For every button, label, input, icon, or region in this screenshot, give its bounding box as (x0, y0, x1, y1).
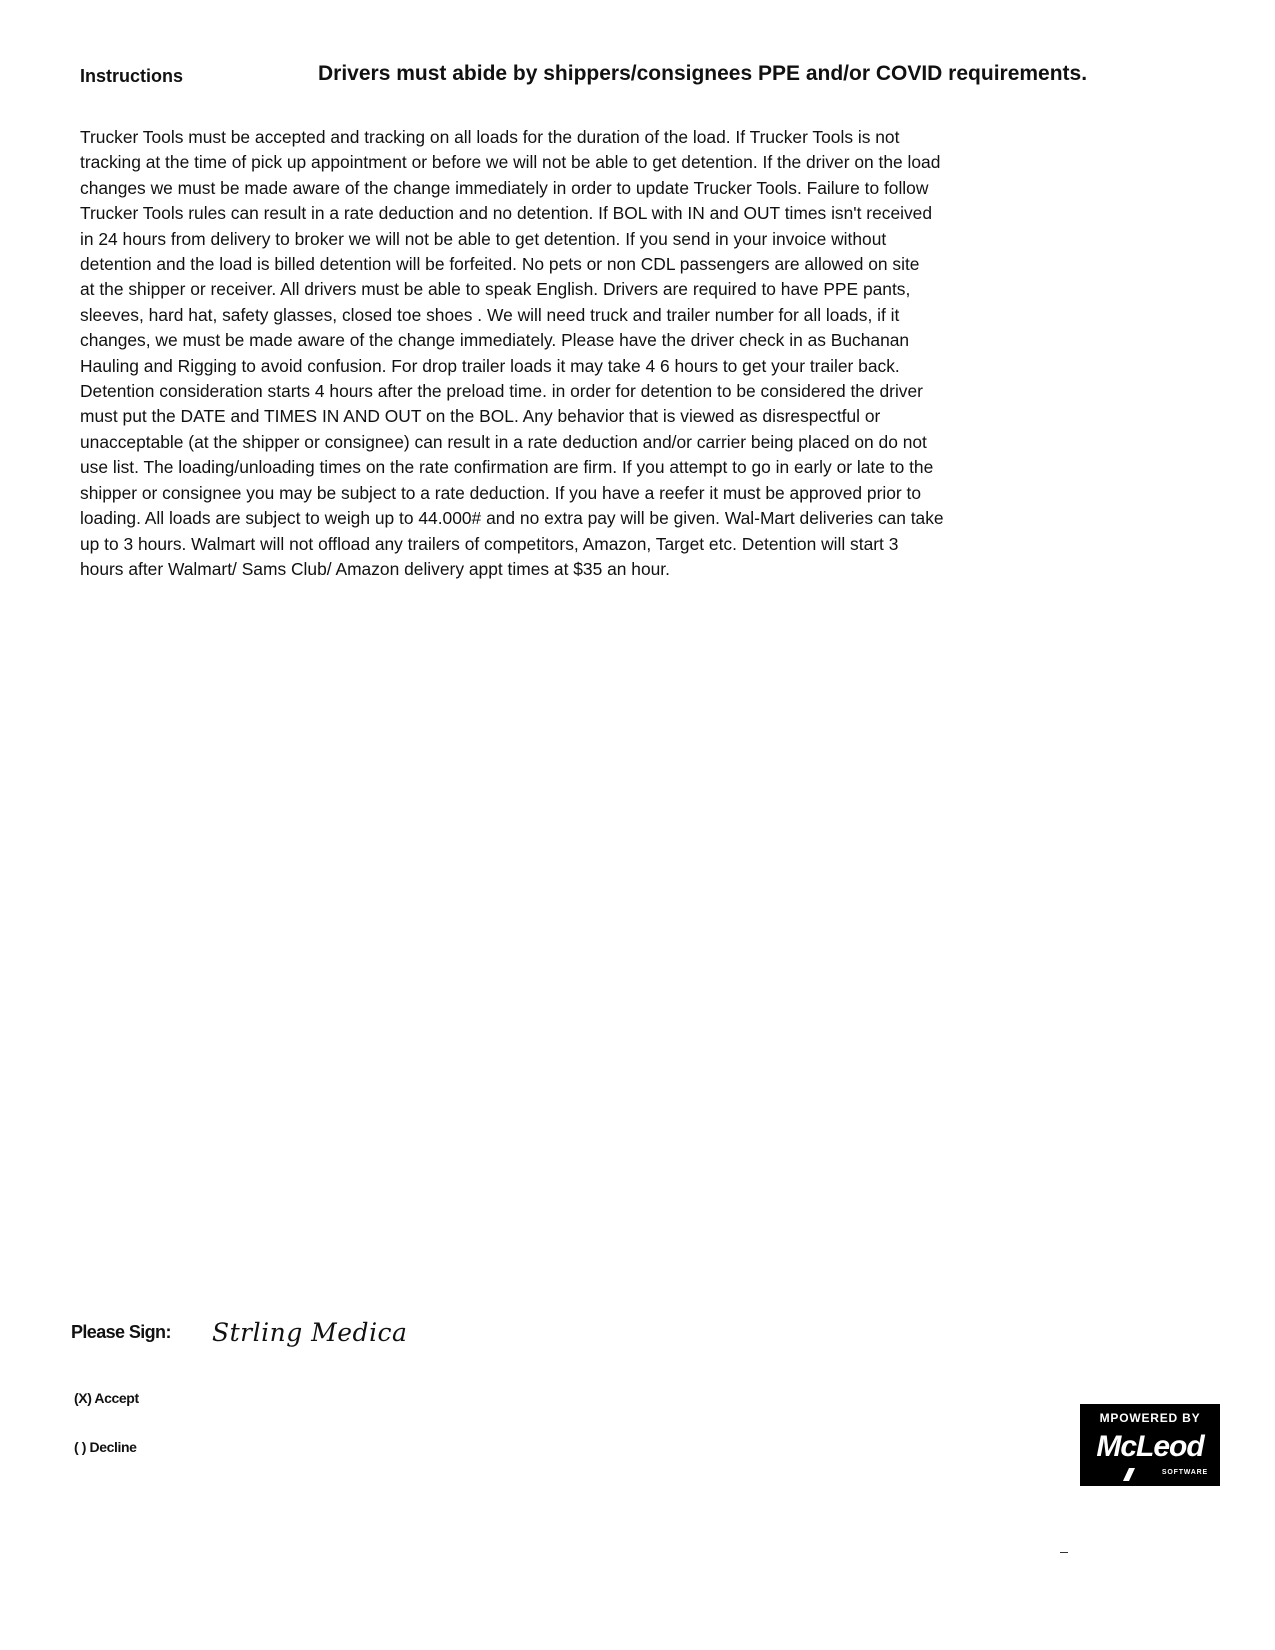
instruction-line: loading. All loads are subject to weigh up to 44.000# and no extra pay will be given. Wal-Mart deliveries can take (80, 508, 944, 529)
instruction-line: in 24 hours from delivery to broker we will not be able to get detention. If you send in your invoice without (80, 228, 887, 249)
instructions-label: Instructions (80, 66, 184, 86)
page-mark (1060, 1552, 1068, 1553)
mcleod-logo (1080, 1404, 1220, 1486)
please-sign-label: Please Sign: (71, 1322, 171, 1342)
logo-slash-icon (1123, 1468, 1135, 1481)
instruction-line: detention and the load is billed detention will be forfeited. No pets or non CDL passengers are allowed on site (80, 254, 920, 275)
instruction-line: hours after Walmart/ Sams Club/ Amazon delivery appt times at $35 an hour. (80, 558, 670, 579)
instruction-line: changes we must be made aware of the change immediately in order to update Trucker Tools. Failure to follow (80, 177, 929, 198)
instruction-line: changes, we must be made aware of the change immediately. Please have the driver check in as Buchanan (80, 330, 910, 351)
instruction-line: Detention consideration starts 4 hours after the preload time. in order for detention to be considered the driver (80, 381, 923, 402)
instruction-line: unacceptable (at the shipper or consignee) can result in a rate deduction and/or carrier being placed on do not (80, 431, 927, 452)
ppe-covid-headline: Drivers must abide by shippers/consignees PPE and/or COVID requirements. (318, 62, 1088, 85)
instruction-line: Trucker Tools rules can result in a rate deduction and no detention. If BOL with IN and OUT times isn't received (80, 203, 933, 224)
instruction-line: must put the DATE and TIMES IN AND OUT on the BOL. Any behavior that is viewed as disrespectful or (80, 406, 881, 427)
instruction-line: sleeves, hard hat, safety glasses, closed toe shoes . We will need truck and trailer number for all loads, if it (80, 304, 900, 325)
signature: Strling Medica (212, 1318, 408, 1347)
logo-software-text: SOFTWARE (1161, 1469, 1208, 1476)
instructions-body (80, 125, 1090, 582)
instruction-line: Hauling and Rigging to avoid confusion. For drop trailer loads it may take 4 6 hours to get your trailer back. (80, 355, 900, 376)
logo-powered-by-text: MPOWERED BY (1099, 1411, 1201, 1425)
instruction-line: shipper or consignee you may be subject to a rate deduction. If you have a reefer it must be approved prior to (80, 482, 922, 503)
instruction-line: up to 3 hours. Walmart will not offload any trailers of competitors, Amazon, Target etc. Detention will start 3 (80, 533, 899, 554)
instruction-line: Trucker Tools must be accepted and tracking on all loads for the duration of the load. If Trucker Tools is not (80, 127, 900, 147)
instruction-line: at the shipper or receiver. All drivers must be able to speak English. Drivers are required to have PPE pants, (80, 279, 911, 300)
decline-option: ( ) Decline (74, 1439, 137, 1455)
instruction-line: use list. The loading/unloading times on the rate confirmation are firm. If you attempt to go in early or late to the (80, 457, 934, 478)
instruction-line: tracking at the time of pick up appointment or before we will not be able to get detention. If the driver on the load (80, 152, 941, 173)
logo-brand-text: McLeod (1096, 1430, 1204, 1463)
accept-option: (X) Accept (74, 1390, 139, 1406)
